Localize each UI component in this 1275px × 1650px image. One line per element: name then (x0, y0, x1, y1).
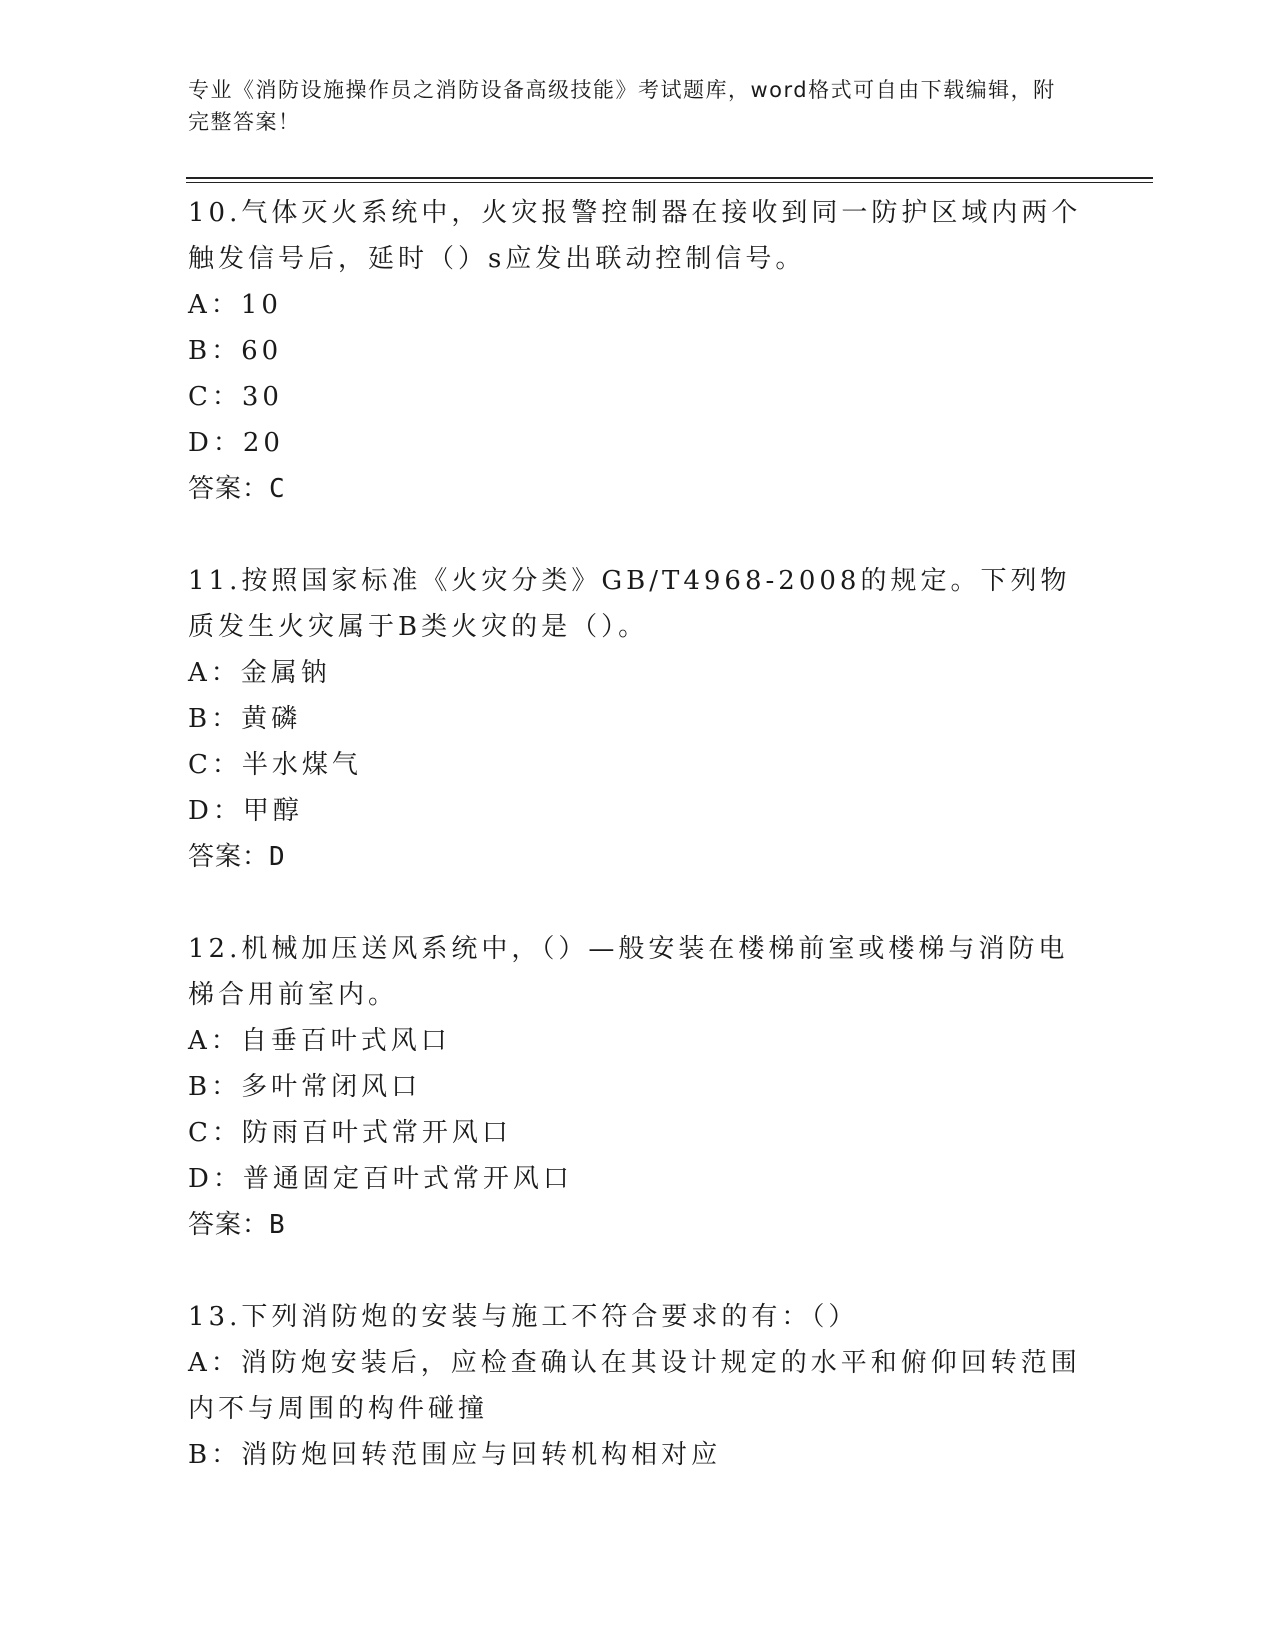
answer-value: C (269, 474, 286, 504)
question-text: 13.下列消防炮的安装与施工不符合要求的有：（） (188, 1302, 859, 1332)
answer-line (188, 1202, 1088, 1248)
option-b: B：60 (188, 336, 283, 366)
answer-value: B (269, 1210, 286, 1240)
question-12 (188, 926, 1088, 1248)
option-d: D：20 (188, 428, 284, 458)
document-header: 专业《消防设施操作员之消防设备高级技能》考试题库，word格式可自由下载编辑，附完整答案！ (188, 78, 1056, 134)
option-c: C：防雨百叶式常开风口 (188, 1118, 512, 1148)
option-b: B：消防炮回转范围应与回转机构相对应 (188, 1440, 722, 1470)
question-text: 10.气体灭火系统中，火灾报警控制器在接收到同一防护区域内两个触发信号后，延时（）s应发出联动控制信号。 (188, 198, 1082, 274)
option-c: C：半水煤气 (188, 750, 362, 780)
option-a: A：自垂百叶式风口 (188, 1026, 451, 1056)
question-list (188, 190, 1088, 1524)
question-text: 11.按照国家标准《火灾分类》GB/T4968-2008的规定。下列物质发生火灾属于B类火灾的是（）。 (188, 566, 1071, 642)
answer-label: 答案： (188, 842, 270, 872)
option-a: A：10 (188, 290, 282, 320)
header-divider-thin (186, 182, 1153, 183)
answer-value: D (269, 842, 286, 872)
answer-line (188, 466, 1088, 512)
answer-label: 答案： (188, 474, 270, 504)
header-divider-thick (186, 177, 1153, 179)
question-text: 12.机械加压送风系统中，（）—般安装在楼梯前室或楼梯与消防电梯合用前室内。 (188, 934, 1069, 1010)
answer-label: 答案： (188, 1210, 270, 1240)
option-a: A：金属钠 (188, 658, 331, 688)
option-d: D：普通固定百叶式常开风口 (188, 1164, 573, 1194)
answer-line (188, 834, 1088, 880)
question-10 (188, 190, 1088, 512)
question-13 (188, 1294, 1088, 1478)
question-11 (188, 558, 1088, 880)
option-b: B：黄磷 (188, 704, 302, 734)
option-c: C：30 (188, 382, 283, 412)
option-a: A：消防炮安装后，应检查确认在其设计规定的水平和俯仰回转范围内不与周围的构件碰撞 (188, 1348, 1081, 1424)
option-b: B：多叶常闭风口 (188, 1072, 422, 1102)
option-d: D：甲醇 (188, 796, 303, 826)
